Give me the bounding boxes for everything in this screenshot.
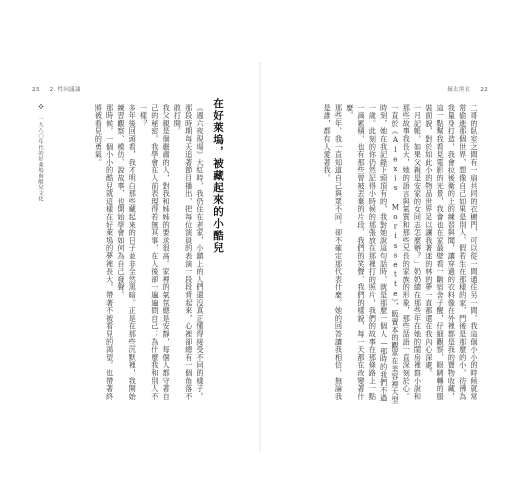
right-paragraph-1: 二哥的臥室之間有一扇共同的衣櫥門，可以從一間通往另一間。我這個小小的時候就常常偷進那個世界，想像自己如果是別人、假若生在那樣的家，門後是那麼的小，彷彿為我量身打造，我會拉後衛的上的練習與聞，讓穿過的衣料像在外裡都是我的寶物收藏，這一點幫我看見電影的光景，我會也在家最壁看一齣宿舍子醒，仔細觀察、眼睛轉的服裝面貌，對於如此小的物品世界足以讓我著迷的林的夢一直都還在我內心深處。 (424, 104, 479, 401)
section-heading: 在好萊塢，被藏起來的小酷兒 (212, 98, 224, 254)
right-paragraph-3: 那些年，我一直知道自己與眾不同，卻不確定那代表什麼。她的回答讓我相信，無論我是誰，都有人愛著我。 (323, 104, 344, 401)
right-page-header (439, 85, 488, 93)
right-section-title: 摘去黑衣 (447, 87, 471, 93)
left-paragraph-3: 多年後回頭看，我才明白那些藏起來的日子並非全然黑暗。正是在那些沉默裡，我開始練習觀察、模仿、說故事，也開始學會如何為自己發聲。 (116, 104, 138, 401)
left-chapter-title: 2. 性向議論 (49, 87, 81, 93)
left-paragraph-4: 那時候，一個小小的酷兒就這樣在好萊塢的夢裡長大，帶著不被看見的渴望，也帶著終將被看見的勇氣。 (94, 104, 115, 401)
book-gutter (259, 62, 261, 452)
left-page-number: 23 (32, 87, 40, 93)
right-page-body (280, 104, 480, 404)
left-paragraph-1: 《週六夜現場》大紅時，我仍住在老家，小鎮上的人們還沒真正懂得接受不同的樣子。那段時期每天追著節目播出，把每位演員的表演一段段背起來，心裡卻總有一個角落不敢打開。 (173, 104, 205, 401)
right-paragraph-2: 一月記帳，如果父親是安家的女同志怎麼辦？」奶奶總在那些年在她的閨房裡寫小說和那些故事我長大，她的語言與氣質和那些兄長的家族的形象，那些話語一直深刻於心。一直於《Alexis Morissette》，販賣本的觀眾在美容裡大型時刻，她在我記錄下頭頂有的，我對她說這句話時，就是那麼一個人—那時的我們不過一歲。此刻的你仍然記得小時候的那張放在那裡打的照片，我們的故事在那條路上一點一滴累積，也有那些曾被丟棄的片段、我們的笑聲、我們的樣貌，每一天都在改變著什麼。 (345, 104, 423, 404)
left-paragraph-2: 我父親是個嚴肅的人，對我和姊姊的要求很高。家裡的氣氛總是安靜，每個人都守著自己的秘密。我學會在人前表現得若無其事，在人後卻一遍遍問自己：為什麼我和別人不一樣？ (139, 104, 172, 401)
side-note: ❖ 一九八〇年代的好萊塢與酷兒文化 (37, 104, 43, 202)
left-page-body (58, 104, 206, 404)
right-page-number: 22 (480, 87, 488, 93)
left-page-header (32, 85, 89, 93)
